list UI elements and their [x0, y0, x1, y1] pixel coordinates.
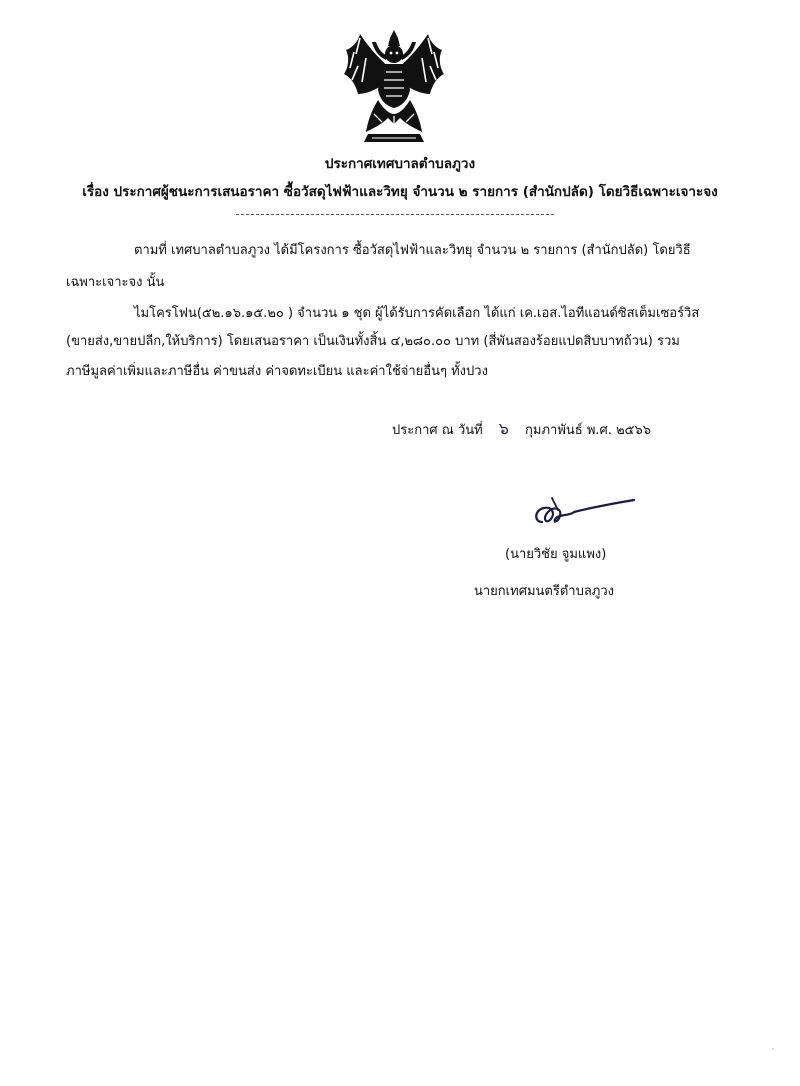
- signer-position: นายกเทศมนตรีตำบลภูวง: [474, 584, 614, 599]
- handwritten-signature-icon: [530, 492, 640, 534]
- date-prefix: ประกาศ ณ วันที่: [392, 423, 483, 438]
- document-subject: เรื่อง ประกาศผู้ชนะการเสนอราคา ซื้อวัสดุไฟฟ้าและวิทยุ จำนวน ๒ รายการ (สำนักปลัด) โดยวิธีเฉพาะเจาะจง: [82, 184, 718, 200]
- date-day-handwritten: ๖: [498, 419, 509, 438]
- organization-title: ประกาศเทศบาลตำบลภูวง: [324, 156, 476, 172]
- date-month-year: กุมภาพันธ์ พ.ศ. ๒๕๖๖: [525, 423, 651, 438]
- paragraph1-line1: ตามที่ เทศบาลตำบลภูวง ได้มีโครงการ ซื้อวัสดุไฟฟ้าและวิทยุ จำนวน ๒ รายการ (สำนักปลัด) โดยวิธี: [134, 243, 691, 258]
- separator-line: [236, 214, 554, 215]
- paragraph2-line1: ไมโครโฟน(๕๒.๑๖.๑๕.๒๐ ) จำนวน ๑ ชุด ผู้ได้รับการคัดเลือก ได้แก่ เค.เอส.ไอทีแอนด์ซิสเต็มเซอร์วิส: [134, 306, 700, 321]
- announcement-date: [392, 417, 651, 442]
- scan-speck: [772, 1048, 774, 1050]
- paragraph1-line2: เฉพาะเจาะจง นั้น: [66, 275, 165, 290]
- paragraph2-line2: (ขายส่ง,ขายปลีก,ให้บริการ) โดยเสนอราคา เป็นเงินทั้งสิ้น ๔,๒๘๐.๐๐ บาท (สี่พันสองร้อยแปดสิบบาทถ้วน) รวม: [66, 334, 680, 349]
- paragraph2-line3: ภาษีมูลค่าเพิ่มและภาษีอื่น ค่าขนส่ง ค่าจดทะเบียน และค่าใช้จ่ายอื่นๆ ทั้งปวง: [66, 364, 488, 379]
- garuda-emblem-icon: [338, 28, 450, 148]
- signer-name: (นายวิชัย จูมแพง): [505, 547, 607, 562]
